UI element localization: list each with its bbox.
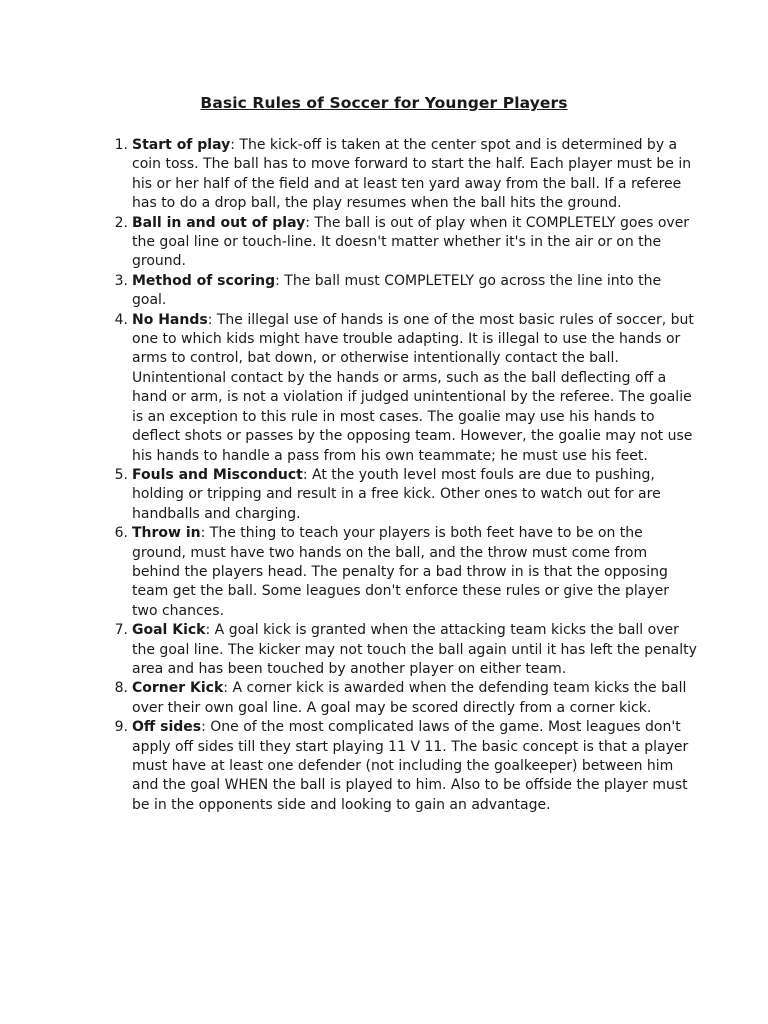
rule-item — [98, 466, 698, 524]
rule-text: : One of the most complicated laws of the game. Most leagues don't apply off sides till they start playing 11 V 11. The basic concept is that a player must have at least one defender (not including the goalkeeper) between him and the goal WHEN the ball is played to him. Also to be offside the player must be in the opponents side and looking to gain an advantage. — [132, 719, 689, 813]
rule-item — [98, 136, 698, 214]
rule-heading: No Hands — [132, 311, 208, 328]
rule-number: 7. — [114, 622, 128, 639]
rule-number: 5. — [114, 466, 128, 483]
rule-item — [98, 214, 698, 272]
rule-text: : A goal kick is granted when the attacking team kicks the ball over the goal line. The kicker may not touch the ball again until it has left the penalty area and has been touched by another player on either team. — [132, 622, 697, 677]
rule-text: : The ball is out of play when it COMPLETELY goes over the goal line or touch-line. It doesn't matter whether it's in the air or on the ground. — [132, 214, 690, 270]
rule-item — [98, 272, 698, 311]
rule-text: : The illegal use of hands is one of the most basic rules of soccer, but one to which kids might have trouble adapting. It is illegal to use the hands or arms to control, bat down, or otherwise intentionally contact the ball. Unintentional contact by the hands or arms, such as the ball deflecting off a hand or arm, is not a violation if judged unintentional by the referee. The goalie is an exception to this rule in most cases. The goalie may use his hands to deflect shots or passes by the opposing team. However, the goalie may not use his hands to handle a pass from his own teammate; he must use his feet. — [132, 311, 694, 464]
rule-heading: Fouls and Misconduct — [132, 466, 303, 483]
rule-number: 6. — [114, 525, 128, 542]
rule-heading: Off sides — [132, 719, 202, 736]
rule-number: 1. — [114, 137, 128, 153]
rule-text: : At the youth level most fouls are due to pushing, holding or tripping and result in a free kick. Other ones to watch out for are handballs and charging. — [132, 466, 661, 522]
rule-heading: Method of scoring — [132, 272, 276, 289]
rule-number: 8. — [114, 680, 128, 697]
rule-text: : The ball must COMPLETELY go across the line into the goal. — [132, 272, 662, 309]
document-title: Basic Rules of Soccer for Younger Players — [200, 94, 568, 112]
rule-number: 9. — [114, 719, 128, 736]
rule-item — [98, 679, 698, 718]
rule-heading: Corner Kick — [132, 680, 224, 697]
rules-list — [98, 136, 698, 815]
rule-number: 2. — [114, 214, 128, 231]
rule-text: : The thing to teach your players is both feet have to be on the ground, must have two hands on the ball, and the throw must come from behind the players head. The penalty for a bad throw in is that the opposing team get the ball. Some leagues don't enforce these rules or give the player two chances. — [132, 525, 669, 619]
rule-heading: Ball in and out of play — [132, 214, 306, 231]
rule-item — [98, 524, 698, 621]
rule-heading: Goal Kick — [132, 622, 206, 639]
rule-heading: Throw in — [132, 525, 201, 542]
rule-text: : A corner kick is awarded when the defending team kicks the ball over their own goal line. A goal may be scored directly from a corner kick. — [132, 680, 687, 716]
rule-heading: Start of play — [132, 137, 231, 153]
rule-text: : The kick-off is taken at the center spot and is determined by a coin toss. The ball has to move forward to start the half. Each player must be in his or her half of the field and at least ten yard away from the ball. If a referee has to do a drop ball, the play resumes when the ball hits the ground. — [132, 137, 692, 212]
rule-number: 4. — [114, 311, 128, 328]
rule-item — [98, 621, 698, 679]
rule-item — [98, 718, 698, 815]
rule-item — [98, 311, 698, 466]
rule-number: 3. — [114, 272, 128, 289]
